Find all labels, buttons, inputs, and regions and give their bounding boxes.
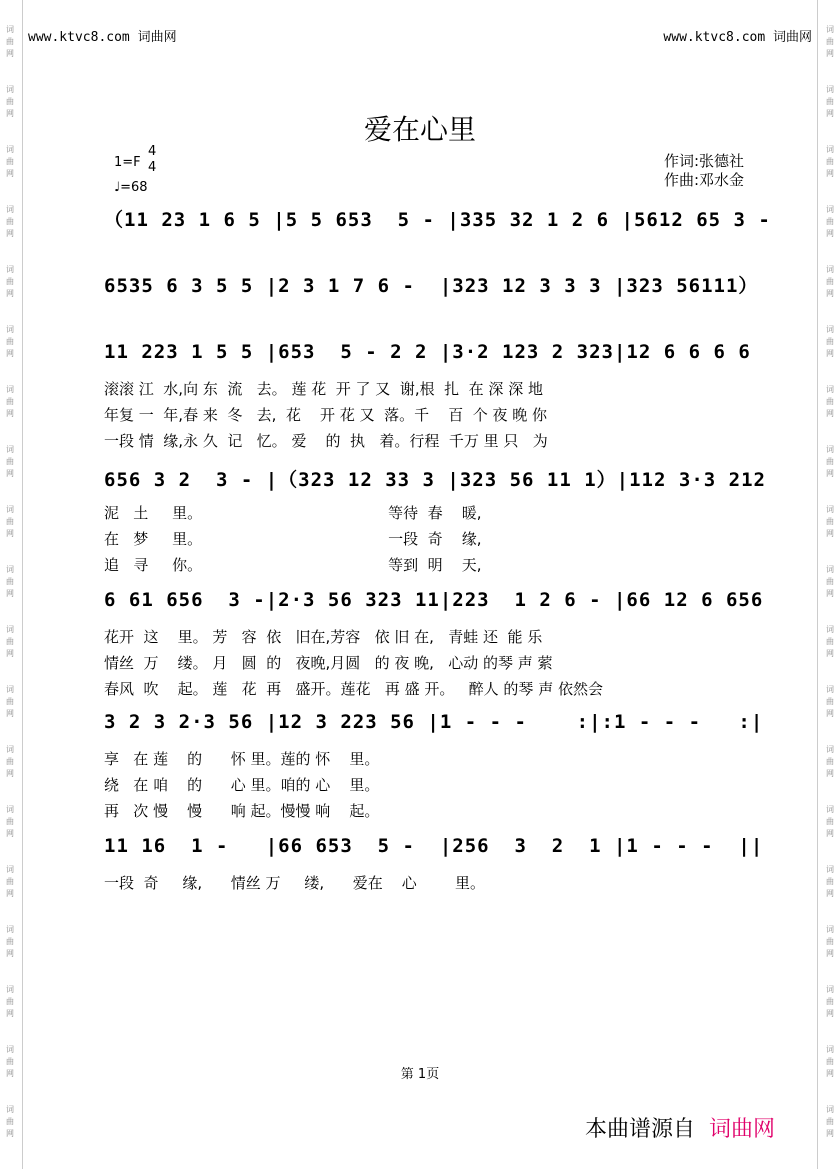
lyric-line: 追 寻 你。 等到 明 天, (104, 556, 482, 574)
lyric-line: 享 在 莲 的 怀 里。莲的 怀 里。 (104, 750, 380, 768)
watermark-char: 网 (826, 109, 834, 118)
watermark-char: 曲 (826, 397, 834, 406)
watermark-char: 词 (6, 685, 14, 694)
watermark-char: 词 (6, 1105, 14, 1114)
watermark-char: 曲 (6, 997, 14, 1006)
watermark-char: 词 (6, 445, 14, 454)
page-border-left (22, 0, 23, 1169)
watermark-char: 曲 (6, 1117, 14, 1126)
watermark-char: 曲 (826, 517, 834, 526)
watermark-char: 曲 (6, 1057, 14, 1066)
watermark-char: 网 (826, 229, 834, 238)
watermark-char: 曲 (6, 577, 14, 586)
watermark-char: 曲 (6, 277, 14, 286)
watermark-char: 词 (6, 265, 14, 274)
watermark-char: 词 (6, 565, 14, 574)
watermark-char: 网 (6, 109, 14, 118)
watermark-char: 网 (6, 589, 14, 598)
watermark-char: 网 (6, 49, 14, 58)
watermark-char: 词 (826, 265, 834, 274)
watermark-char: 网 (6, 409, 14, 418)
watermark-char: 词 (826, 25, 834, 34)
lyric-line: 花开 这 里。 芳 容 依 旧在,芳容 依 旧 在, 青蛙 还 能 乐 (104, 628, 543, 646)
watermark-char: 网 (6, 1009, 14, 1018)
watermark-char: 词 (826, 145, 834, 154)
notation-row: 3 2 3 2·3 56 |12 3 223 56 |1 - - - :|:1 - - - :| (104, 711, 764, 733)
watermark-char: 网 (826, 49, 834, 58)
watermark-char: 曲 (6, 517, 14, 526)
watermark-char: 曲 (826, 37, 834, 46)
watermark-char: 曲 (826, 1057, 834, 1066)
watermark-char: 词 (826, 445, 834, 454)
watermark-char: 词 (6, 505, 14, 514)
watermark-char: 网 (826, 769, 834, 778)
watermark-char: 曲 (6, 337, 14, 346)
watermark-char: 网 (826, 709, 834, 718)
notation-row: 11 16 1 - |66 653 5 - |256 3 2 1 |1 - - - || (104, 835, 764, 857)
watermark-char: 网 (826, 409, 834, 418)
watermark-char: 曲 (6, 817, 14, 826)
brand-name[interactable]: 词曲网 (709, 1117, 776, 1142)
watermark-char: 曲 (826, 97, 834, 106)
credits (664, 152, 744, 190)
watermark-char: 曲 (6, 937, 14, 946)
site-link-left[interactable]: www.ktvc8.com 词曲网 (28, 30, 177, 45)
watermark-char: 词 (6, 805, 14, 814)
watermark-char: 网 (826, 1129, 834, 1138)
page-number: 第 1页 (400, 1067, 440, 1082)
lyric-line: 泥 土 里。 等待 春 暖, (104, 504, 482, 522)
composer: 作曲:邓水金 (664, 171, 745, 189)
watermark-char: 词 (826, 505, 834, 514)
watermark-char: 词 (826, 865, 834, 874)
watermark-char: 词 (826, 925, 834, 934)
watermark-char: 网 (6, 289, 14, 298)
watermark-char: 曲 (826, 877, 834, 886)
watermark-char: 词 (826, 385, 834, 394)
watermark-char: 词 (6, 325, 14, 334)
notation-row: （11 23 1 6 5 |5 5 653 5 - |335 32 1 2 6 |5612 65 3 - (104, 209, 771, 231)
watermark-char: 词 (826, 85, 834, 94)
watermark-char: 曲 (6, 457, 14, 466)
time-denominator: 4 (148, 160, 157, 175)
watermark-char: 网 (826, 649, 834, 658)
watermark-char: 曲 (826, 277, 834, 286)
notation-row: 6 61 656 3 -|2·3 56 323 11|223 1 2 6 - |66 12 6 656 (104, 589, 764, 611)
watermark-char: 曲 (826, 217, 834, 226)
watermark-char: 曲 (826, 697, 834, 706)
watermark-strip-left (2, 0, 18, 1169)
watermark-char: 网 (826, 1009, 834, 1018)
watermark-char: 词 (6, 985, 14, 994)
watermark-char: 网 (6, 829, 14, 838)
watermark-char: 词 (826, 985, 834, 994)
watermark-char: 词 (6, 745, 14, 754)
watermark-char: 曲 (6, 217, 14, 226)
watermark-char: 网 (6, 229, 14, 238)
notation-row: 11 223 1 5 5 |653 5 - 2 2 |3·2 123 2 323|12 6 6 6 6 (104, 341, 751, 363)
watermark-char: 网 (826, 1069, 834, 1078)
key-signature: 1=F (114, 155, 141, 170)
notation-row: 656 3 2 3 - |（323 12 33 3 |323 56 11 1）|112 3·3 212 (104, 469, 766, 491)
watermark-char: 词 (6, 865, 14, 874)
watermark-char: 词 (826, 745, 834, 754)
lyric-line: 绕 在 咱 的 心 里。咱的 心 里。 (104, 776, 380, 794)
watermark-char: 词 (826, 325, 834, 334)
watermark-char: 网 (6, 529, 14, 538)
watermark-char: 网 (826, 829, 834, 838)
watermark-char: 词 (826, 1045, 834, 1054)
watermark-char: 曲 (826, 157, 834, 166)
watermark-char: 曲 (826, 937, 834, 946)
time-numerator: 4 (148, 144, 157, 159)
watermark-char: 曲 (826, 337, 834, 346)
watermark-char: 网 (826, 349, 834, 358)
notation-row: 6535 6 3 5 5 |2 3 1 7 6 - |323 12 3 3 3 |323 56111） (104, 275, 759, 297)
watermark-char: 网 (6, 709, 14, 718)
lyricist: 作词:张德社 (664, 152, 745, 170)
watermark-char: 曲 (6, 757, 14, 766)
watermark-char: 词 (826, 685, 834, 694)
watermark-char: 网 (6, 889, 14, 898)
lyric-line: 情丝 万 缕。 月 圆 的 夜晚,月圆 的 夜 晚, 心动 的琴 声 萦 (104, 654, 553, 672)
watermark-char: 词 (826, 805, 834, 814)
watermark-char: 曲 (826, 817, 834, 826)
watermark-char: 曲 (826, 757, 834, 766)
watermark-char: 网 (6, 1069, 14, 1078)
watermark-char: 网 (6, 469, 14, 478)
lyric-line: 再 次 慢 慢 响 起。慢慢 响 起。 (104, 802, 380, 820)
watermark-char: 网 (6, 649, 14, 658)
watermark-char: 曲 (6, 637, 14, 646)
watermark-char: 网 (6, 769, 14, 778)
watermark-char: 网 (826, 949, 834, 958)
watermark-char: 网 (6, 349, 14, 358)
watermark-char: 词 (6, 925, 14, 934)
watermark-char: 网 (6, 1129, 14, 1138)
watermark-char: 网 (826, 889, 834, 898)
watermark-char: 曲 (6, 97, 14, 106)
watermark-char: 网 (826, 289, 834, 298)
lyric-line: 年复 一 年,春 来 冬 去, 花 开 花 又 落。千 百 个 夜 晚 你 (104, 406, 548, 424)
watermark-char: 曲 (826, 637, 834, 646)
lyric-line: 在 梦 里。 一段 奇 缘, (104, 530, 482, 548)
source-text: 本曲谱源自 (585, 1117, 696, 1142)
watermark-char: 曲 (826, 1117, 834, 1126)
watermark-char: 网 (6, 169, 14, 178)
page-border-right (817, 0, 818, 1169)
watermark-char: 网 (826, 169, 834, 178)
watermark-char: 曲 (6, 877, 14, 886)
watermark-char: 词 (6, 385, 14, 394)
source-footer (585, 1112, 775, 1143)
watermark-char: 曲 (6, 37, 14, 46)
watermark-char: 网 (826, 469, 834, 478)
lyric-line: 一段 奇 缘, 情丝 万 缕, 爱在 心 里。 (104, 874, 485, 892)
lyric-line: 滚滚 江 水,向 东 流 去。 莲 花 开 了 又 谢,根 扎 在 深 深 地 (104, 380, 543, 398)
watermark-char: 词 (6, 85, 14, 94)
watermark-char: 曲 (826, 457, 834, 466)
watermark-char: 网 (826, 529, 834, 538)
watermark-char: 曲 (826, 997, 834, 1006)
song-title: 爱在心里 (363, 113, 476, 146)
watermark-char: 词 (826, 1105, 834, 1114)
time-signature (148, 144, 156, 176)
lyric-line: 一段 情 缘,永 久 记 忆。 爱 的 执 着。行程 千万 里 只 为 (104, 432, 548, 450)
watermark-char: 曲 (6, 157, 14, 166)
watermark-char: 曲 (6, 397, 14, 406)
watermark-char: 词 (826, 625, 834, 634)
tempo-marking: ♩=68 (114, 180, 148, 195)
watermark-char: 词 (6, 25, 14, 34)
watermark-char: 词 (826, 205, 834, 214)
watermark-char: 网 (826, 589, 834, 598)
watermark-char: 词 (6, 625, 14, 634)
watermark-char: 曲 (6, 697, 14, 706)
watermark-char: 曲 (826, 577, 834, 586)
site-link-right[interactable]: www.ktvc8.com 词曲网 (663, 30, 812, 45)
watermark-char: 词 (6, 145, 14, 154)
watermark-char: 词 (826, 565, 834, 574)
watermark-char: 词 (6, 205, 14, 214)
watermark-char: 词 (6, 1045, 14, 1054)
lyric-line: 春风 吹 起。 莲 花 再 盛开。莲花 再 盛 开。 醉人 的琴 声 依然会 (104, 680, 603, 698)
watermark-char: 网 (6, 949, 14, 958)
watermark-strip-right (822, 0, 838, 1169)
